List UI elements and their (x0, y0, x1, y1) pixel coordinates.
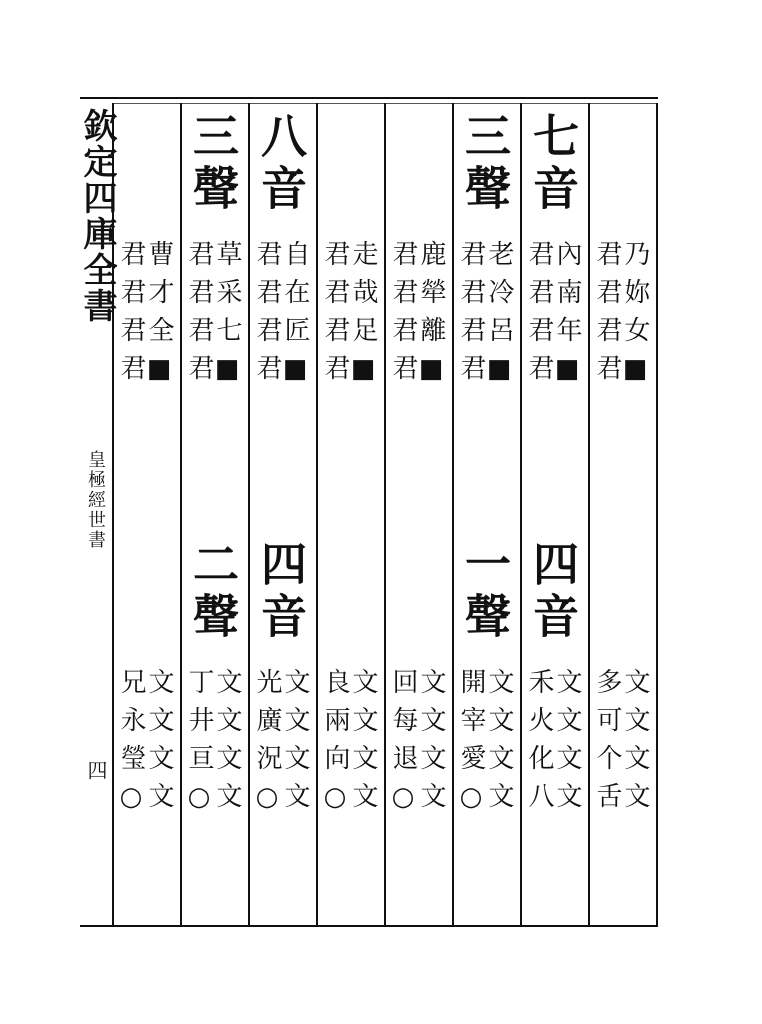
upper-line-b: 君君君君 (456, 240, 486, 392)
upper-line-a: 乃妳女■ (620, 240, 650, 396)
frame-bottom-rule (80, 925, 658, 927)
upper-line-b: 君君君君 (252, 240, 282, 392)
column-heading-bottom: 四音 (526, 540, 580, 644)
lower-line-a: 文文文文 (280, 668, 310, 820)
column-rule (452, 103, 454, 925)
book-title: 欽定四庫全書 (77, 108, 117, 324)
lower-line-b: 禾火化八 (524, 668, 554, 820)
page-number: 四 (84, 760, 108, 780)
lower-line-b: 多可个舌 (592, 668, 622, 820)
column-heading-top: 七音 (526, 112, 580, 216)
lower-line-b: 光廣況○ (252, 668, 282, 824)
column-heading-bottom: 一聲 (458, 540, 512, 644)
lower-line-a: 文文文文 (416, 668, 446, 820)
upper-line-b: 君君君君 (184, 240, 214, 392)
upper-line-b: 君君君君 (524, 240, 554, 392)
upper-line-b: 君君君君 (116, 240, 146, 392)
lower-line-b: 開宰愛○ (456, 668, 486, 824)
column-heading-top: 三聲 (458, 112, 512, 216)
upper-line-a: 鹿犖離■ (416, 240, 446, 396)
column-rule (180, 103, 182, 925)
upper-line-a: 自在匠■ (280, 240, 310, 396)
lower-line-b: 丁井亘○ (184, 668, 214, 824)
column-rule (384, 103, 386, 925)
lower-line-b: 兄永瑩○ (116, 668, 146, 824)
column-rule (588, 103, 590, 925)
upper-line-b: 君君君君 (592, 240, 622, 392)
lower-line-b: 良兩向○ (320, 668, 350, 824)
upper-line-b: 君君君君 (320, 240, 350, 392)
lower-line-b: 回每退○ (388, 668, 418, 824)
upper-line-a: 走哉足■ (348, 240, 378, 396)
lower-line-a: 文文文文 (620, 668, 650, 820)
book-subtitle: 皇極經世書 (85, 450, 106, 550)
lower-line-a: 文文文文 (144, 668, 174, 820)
upper-line-a: 老冷呂■ (484, 240, 514, 396)
column-rule (656, 103, 658, 925)
column-heading-top: 八音 (254, 112, 308, 216)
lower-line-a: 文文文文 (552, 668, 582, 820)
upper-line-a: 草采七■ (212, 240, 242, 396)
upper-line-a: 內南年■ (552, 240, 582, 396)
lower-line-a: 文文文文 (212, 668, 242, 820)
column-rule (316, 103, 318, 925)
column-rule (248, 103, 250, 925)
frame-top-rule (80, 97, 658, 99)
column-rule (520, 103, 522, 925)
column-heading-bottom: 二聲 (186, 540, 240, 644)
column-heading-bottom: 四音 (254, 540, 308, 644)
lower-line-a: 文文文文 (348, 668, 378, 820)
lower-line-a: 文文文文 (484, 668, 514, 820)
upper-line-b: 君君君君 (388, 240, 418, 392)
column-heading-top: 三聲 (186, 112, 240, 216)
upper-line-a: 曹才全■ (144, 240, 174, 396)
